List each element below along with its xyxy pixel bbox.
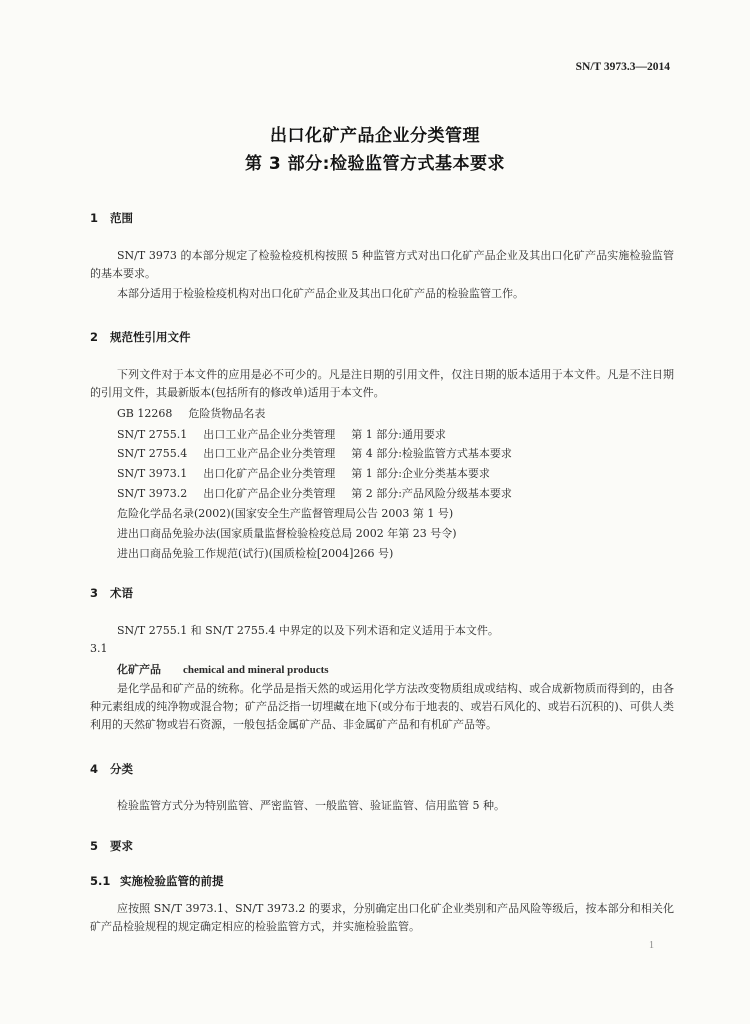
reference-extra: 进出口商品免验办法(国家质量监督检验检疫总局 2002 年第 23 号令)	[117, 527, 457, 540]
reference-code: SN/T 2755.4	[117, 447, 188, 460]
reference-code: GB 12268	[117, 407, 173, 420]
section-1-heading	[90, 210, 133, 226]
section-5-1-para: 应按照 SN/T 3973.1、SN/T 3973.2 的要求，分别确定出口化矿企业类别和产品风险等级后，按本部分和相关化矿产品检验规程的规定确定相应的检验监管方式，并实施检验监管。	[90, 902, 674, 933]
section-5-heading	[90, 838, 133, 854]
reference-item	[117, 465, 490, 481]
section-3-heading	[90, 585, 133, 601]
reference-extra: 危险化学品名录(2002)(国家安全生产监督管理局公告 2003 第 1 号)	[117, 507, 454, 520]
title-line-1: 出口化矿产品企业分类管理	[270, 126, 480, 146]
reference-part: 第 1 部分:企业分类基本要求	[351, 467, 490, 480]
section-5-1-heading	[90, 873, 224, 889]
section-5-number: 5	[90, 839, 99, 853]
section-3-title: 术语	[110, 586, 133, 600]
title-line-2: 第 3 部分:检验监管方式基本要求	[245, 154, 505, 174]
reference-name: 危险货物品名表	[188, 407, 266, 420]
section-5-title: 要求	[110, 839, 133, 853]
section-4-number: 4	[90, 762, 99, 776]
section-2-heading	[90, 329, 191, 345]
section-1-number: 1	[90, 211, 99, 225]
reference-name: 出口工业产品企业分类管理	[203, 447, 336, 460]
reference-code: SN/T 3973.2	[117, 487, 188, 500]
section-3-number: 3	[90, 586, 99, 600]
reference-name: 出口化矿产品企业分类管理	[203, 487, 336, 500]
section-4-para: 检验监管方式分为特别监管、严密监管、一般监管、验证监管、信用监管 5 种。	[117, 799, 505, 812]
section-2-number: 2	[90, 330, 99, 344]
section-3-intro: SN/T 2755.1 和 SN/T 2755.4 中界定的以及下列术语和定义适用于本文件。	[117, 624, 499, 637]
section-1-title: 范围	[110, 211, 133, 225]
section-4-title: 分类	[110, 762, 133, 776]
section-5-1-number: 5.1	[90, 874, 111, 888]
section-2-title: 规范性引用文件	[110, 330, 191, 344]
term-chinese: 化矿产品	[117, 663, 161, 676]
section-2-intro: 下列文件对于本文件的应用是必不可少的。凡是注日期的引用文件，仅注日期的版本适用于本文件。凡是不注日期的引用文件，其最新版本(包括所有的修改单)适用于本文件。	[90, 368, 674, 399]
term-english: chemical and mineral products	[183, 664, 329, 676]
section-1-para-2: 本部分适用于检验检疫机构对出口化矿产品企业及其出口化矿产品的检验监管工作。	[117, 287, 524, 300]
reference-extra: 进出口商品免验工作规范(试行)(国质检检[2004]266 号)	[117, 547, 394, 560]
page-number: 1	[649, 940, 654, 951]
reference-part: 第 2 部分:产品风险分级基本要求	[351, 487, 512, 500]
reference-name: 出口化矿产品企业分类管理	[203, 467, 336, 480]
section-4-heading	[90, 761, 133, 777]
reference-code: SN/T 2755.1	[117, 428, 188, 441]
reference-part: 第 4 部分:检验监管方式基本要求	[351, 447, 512, 460]
reference-name: 出口工业产品企业分类管理	[203, 428, 336, 441]
term-heading	[117, 661, 329, 677]
reference-item	[117, 426, 446, 442]
reference-code: SN/T 3973.1	[117, 467, 188, 480]
section-5-1-title: 实施检验监管的前提	[120, 874, 224, 888]
reference-item	[117, 485, 512, 501]
term-definition: 是化学品和矿产品的统称。化学品是指天然的或运用化学方法改变物质组成或结构、或合成新物质而得到的，由各种元素组成的纯净物或混合物；矿产品泛指一切埋藏在地下(或分布于地表的、或岩石风化的、或岩石沉积的)、可供人类利用的天然矿物或岩石资源，一般包括金属矿产品、非金属矿产品和有机矿产品等。	[90, 682, 674, 731]
reference-item	[117, 405, 265, 421]
section-1-para-1: SN/T 3973 的本部分规定了检验检疫机构按照 5 种监管方式对出口化矿产品企业及其出口化矿产品实施检验监管的基本要求。	[90, 249, 674, 280]
reference-part: 第 1 部分:通用要求	[351, 428, 446, 441]
term-number: 3.1	[90, 642, 108, 655]
reference-item	[117, 445, 512, 461]
standard-code: SN/T 3973.3—2014	[575, 61, 670, 73]
